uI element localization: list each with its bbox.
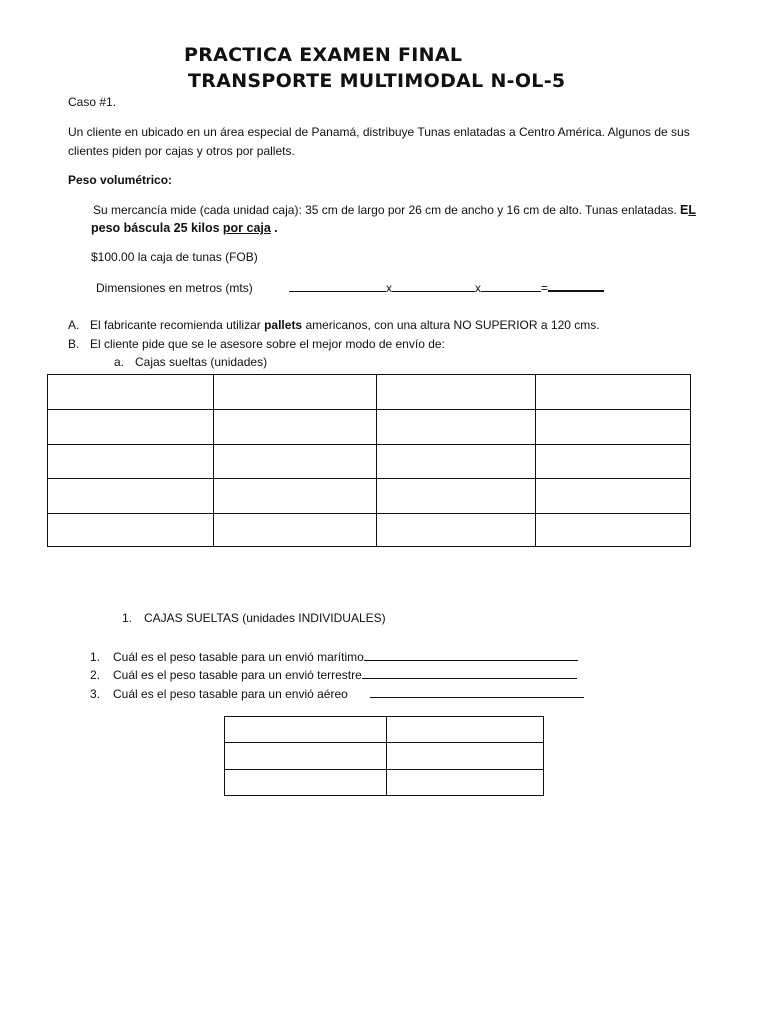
list-b-text: El cliente pide que se le asesore sobre el mejor modo de envío de: [90,337,445,351]
table-cell[interactable] [48,514,214,547]
sub-item-a [114,353,267,372]
table-row [48,410,691,445]
list-marker-a: A. [68,318,80,332]
numbered-heading-text: CAJAS SUELTAS (unidades INDIVIDUALES) [144,611,386,625]
table-cell[interactable] [225,770,387,796]
table-cell[interactable] [536,445,691,479]
table-cell[interactable] [536,514,691,547]
table-cell[interactable] [213,445,377,479]
table-cell[interactable] [48,410,214,445]
table-cell[interactable] [48,445,214,479]
times-sign-2: x [475,281,481,295]
width-blank[interactable] [392,281,475,292]
question-2-text: Cuál es el peso tasable para un envió terrestre [113,668,362,682]
table-cell[interactable] [536,479,691,514]
answer-blank-1[interactable] [364,650,578,661]
equals-sign: = [541,281,549,295]
weight-line [91,219,278,238]
case-label: Caso #1. [68,95,117,109]
table-cell[interactable] [213,479,377,514]
table-cell[interactable] [213,410,377,445]
times-sign-1: x [386,281,392,295]
table-row [48,445,691,479]
merchandise-description [93,201,696,220]
table-cell[interactable] [387,743,544,770]
table-cell[interactable] [536,375,691,410]
sub-marker-a: a. [114,355,125,369]
result-blank[interactable] [548,280,604,292]
table-row [225,717,544,743]
table-cell[interactable] [536,410,691,445]
bold-l: L [688,203,696,217]
table-cell[interactable] [377,445,536,479]
dimensions-label: Dimensiones en metros (mts) [96,281,253,295]
title-line-1: PRACTICA EXAMEN FINAL [184,44,463,66]
table-cell[interactable] [213,514,377,547]
numbered-heading [122,609,386,628]
table-cell[interactable] [387,770,544,796]
list-item-a [68,316,600,335]
length-blank[interactable] [289,281,386,292]
table-row [48,514,691,547]
question-1 [90,648,578,667]
height-blank[interactable] [481,281,541,292]
numbered-heading-marker: 1. [122,611,133,625]
weight-suffix: . [274,221,278,235]
table-cell[interactable] [48,479,214,514]
answer-blank-2[interactable] [362,668,577,679]
title-line-2: TRANSPORTE MULTIMODAL N-OL-5 [188,70,566,92]
question-1-text: Cuál es el peso tasable para un envió marítimo [113,650,364,664]
merchandise-text: Su mercancía mide (cada unidad caja): 35 cm de largo por 26 cm de ancho y 16 cm de alto. Tunas enlatadas. [93,203,677,217]
table-cell[interactable] [213,375,377,410]
peso-table [224,716,544,796]
table-cell[interactable] [377,514,536,547]
table-row [225,770,544,796]
price-line: $100.00 la caja de tunas (FOB) [91,250,258,264]
question-2-marker: 2. [90,668,101,682]
dimensions-line [96,279,604,298]
table-cell[interactable] [48,375,214,410]
question-2 [90,666,577,685]
intro-paragraph: Un cliente en ubicado en un área especial de Panamá, distribuye Tunas enlatadas a Centro América. Algunos de sus clientes piden por cajas y otros por pallets. [68,125,690,158]
sub-item-text: Cajas sueltas (unidades) [135,355,268,369]
question-3-marker: 3. [90,687,101,701]
list-a-bold: pallets [264,318,303,332]
weight-prefix: peso báscula 25 kilos [91,221,220,235]
section-heading: Peso volumétrico: [68,173,173,187]
list-marker-b: B. [68,337,80,351]
table-cell[interactable] [377,375,536,410]
table-cell[interactable] [225,743,387,770]
cajas-table [47,374,691,547]
list-a-before: El fabricante recomienda utilizar [90,318,261,332]
question-3 [90,685,584,704]
table-cell[interactable] [387,717,544,743]
list-a-after: americanos, con una altura NO SUPERIOR a 120 cms. [305,318,600,332]
question-3-text: Cuál es el peso tasable para un envió aéreo [113,687,348,701]
table-row [48,375,691,410]
table-cell[interactable] [225,717,387,743]
table-row [225,743,544,770]
answer-blank-3[interactable] [370,687,584,698]
table-cell[interactable] [377,410,536,445]
bold-e: E [680,203,689,217]
weight-underlined: por caja [222,221,271,235]
table-row [48,479,691,514]
list-item-b [68,335,445,354]
table-cell[interactable] [377,479,536,514]
question-1-marker: 1. [90,650,101,664]
